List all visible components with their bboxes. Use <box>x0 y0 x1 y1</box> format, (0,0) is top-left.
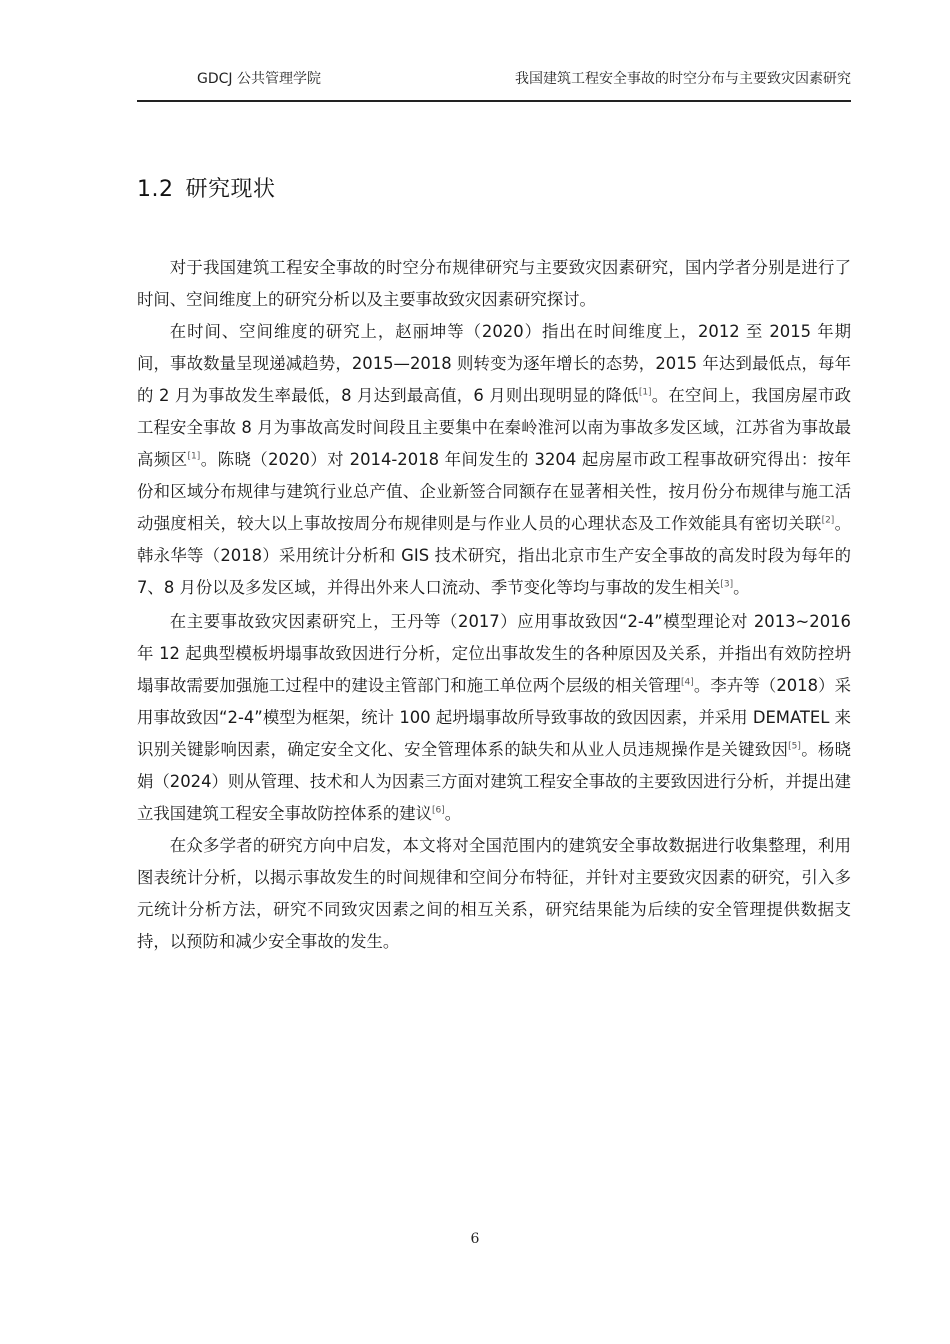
citation-ref[interactable]: [1] <box>187 451 201 462</box>
paragraph-3-text-2: 。李卉等（2018）采用事故致因“2-4”模型为框架，统计 100 起坍塌事故所导致事故的致因因素，并采用 DEMATEL 来识别关键影响因素，确定安全文化、安全管理体系的缺失和从业人员违规操作是关键致因 <box>137 676 852 759</box>
paragraph-2-text-1: 在时间、空间维度的研究上，赵丽坤等（2020）指出在时间维度上，2012 至 2015 年期间，事故数量呈现递减趋势，2015—2018 则转变为逐年增长的态势，2015 年达到最低点，每年的 2 月为事故发生率最低，8 月达到最高值，6 月则出现明显的降低 <box>137 322 851 405</box>
page-number: 6 <box>470 1231 480 1247</box>
header-thesis-title: 我国建筑工程安全事故的时空分布与主要致灾因素研究 <box>515 71 851 87</box>
paragraph-3-text-4: 。 <box>444 804 462 823</box>
running-header <box>137 62 851 92</box>
citation-ref[interactable]: [5] <box>788 741 801 752</box>
citation-ref[interactable]: [6] <box>432 805 445 816</box>
paragraph-3-text-1: 在主要事故致灾因素研究上，王丹等（2017）应用事故致因“2-4”模型理论对 2013~2016 年 12 起典型模板坍塌事故致因进行分析，定位出事故发生的各种原因及关系，并指出有效防控坍塌事故需要加强施工过程中的建设主管部门和施工单位两个层级的相关管理 <box>137 612 851 695</box>
citation-ref[interactable]: [2] <box>821 515 835 526</box>
citation-ref[interactable]: [1] <box>638 387 652 398</box>
section-title-text: 研究现状 <box>185 177 276 202</box>
body-text <box>137 252 851 958</box>
paragraph-2-text-4: 。韩永华等（2018）采用统计分析和 GIS 技术研究，指出北京市生产安全事故的高发时段为每年的 7、8 月份以及多发区域，并得出外来人口流动、季节变化等均与事故的发生相关 <box>137 514 852 597</box>
section-number: 1.2 <box>137 177 174 202</box>
header-institution: GDCJ 公共管理学院 <box>197 71 321 87</box>
paragraph-1: 对于我国建筑工程安全事故的时空分布规律研究与主要致灾因素研究，国内学者分别是进行了时间、空间维度上的研究分析以及主要事故致灾因素研究探讨。 <box>137 258 851 309</box>
header-divider <box>137 100 851 102</box>
paragraph-2-text-2: 。在空间上，我国房屋市政工程安全事故 8 月为事故高发时间段且主要集中在秦岭淮河以南为事故多发区域，江苏省为事故最高频区 <box>137 386 852 469</box>
paragraph-3 <box>137 606 851 830</box>
paragraph-2 <box>137 316 851 604</box>
paragraph-2-text-5: 。 <box>733 578 750 597</box>
paragraph-2-text-3: 。陈晓（2020）对 2014-2018 年间发生的 3204 起房屋市政工程事故研究得出：按年份和区域分布规律与建筑行业总产值、企业新签合同额存在显著相关性，按月份分布规律与施工活动强度相关，较大以上事故按周分布规律则是与作业人员的心理状态及工作效能具有密切关联 <box>137 450 852 533</box>
paragraph-3-text-3: 。杨晓娟（2024）则从管理、技术和人为因素三方面对建筑工程安全事故的主要致因进行分析，并提出建立我国建筑工程安全事故防控体系的建议 <box>137 740 852 823</box>
section-heading <box>137 172 276 203</box>
paragraph-4: 在众多学者的研究方向中启发，本文将对全国范围内的建筑安全事故数据进行收集整理，利用图表统计分析，以揭示事故发生的时间规律和空间分布特征，并针对主要致灾因素的研究，引入多元统计分析方法，研究不同致灾因素之间的相互关系，研究结果能为后续的安全管理提供数据支持，以预防和减少安全事故的发生。 <box>137 836 851 951</box>
citation-ref[interactable]: [3] <box>720 579 734 590</box>
citation-ref[interactable]: [4] <box>681 677 694 688</box>
